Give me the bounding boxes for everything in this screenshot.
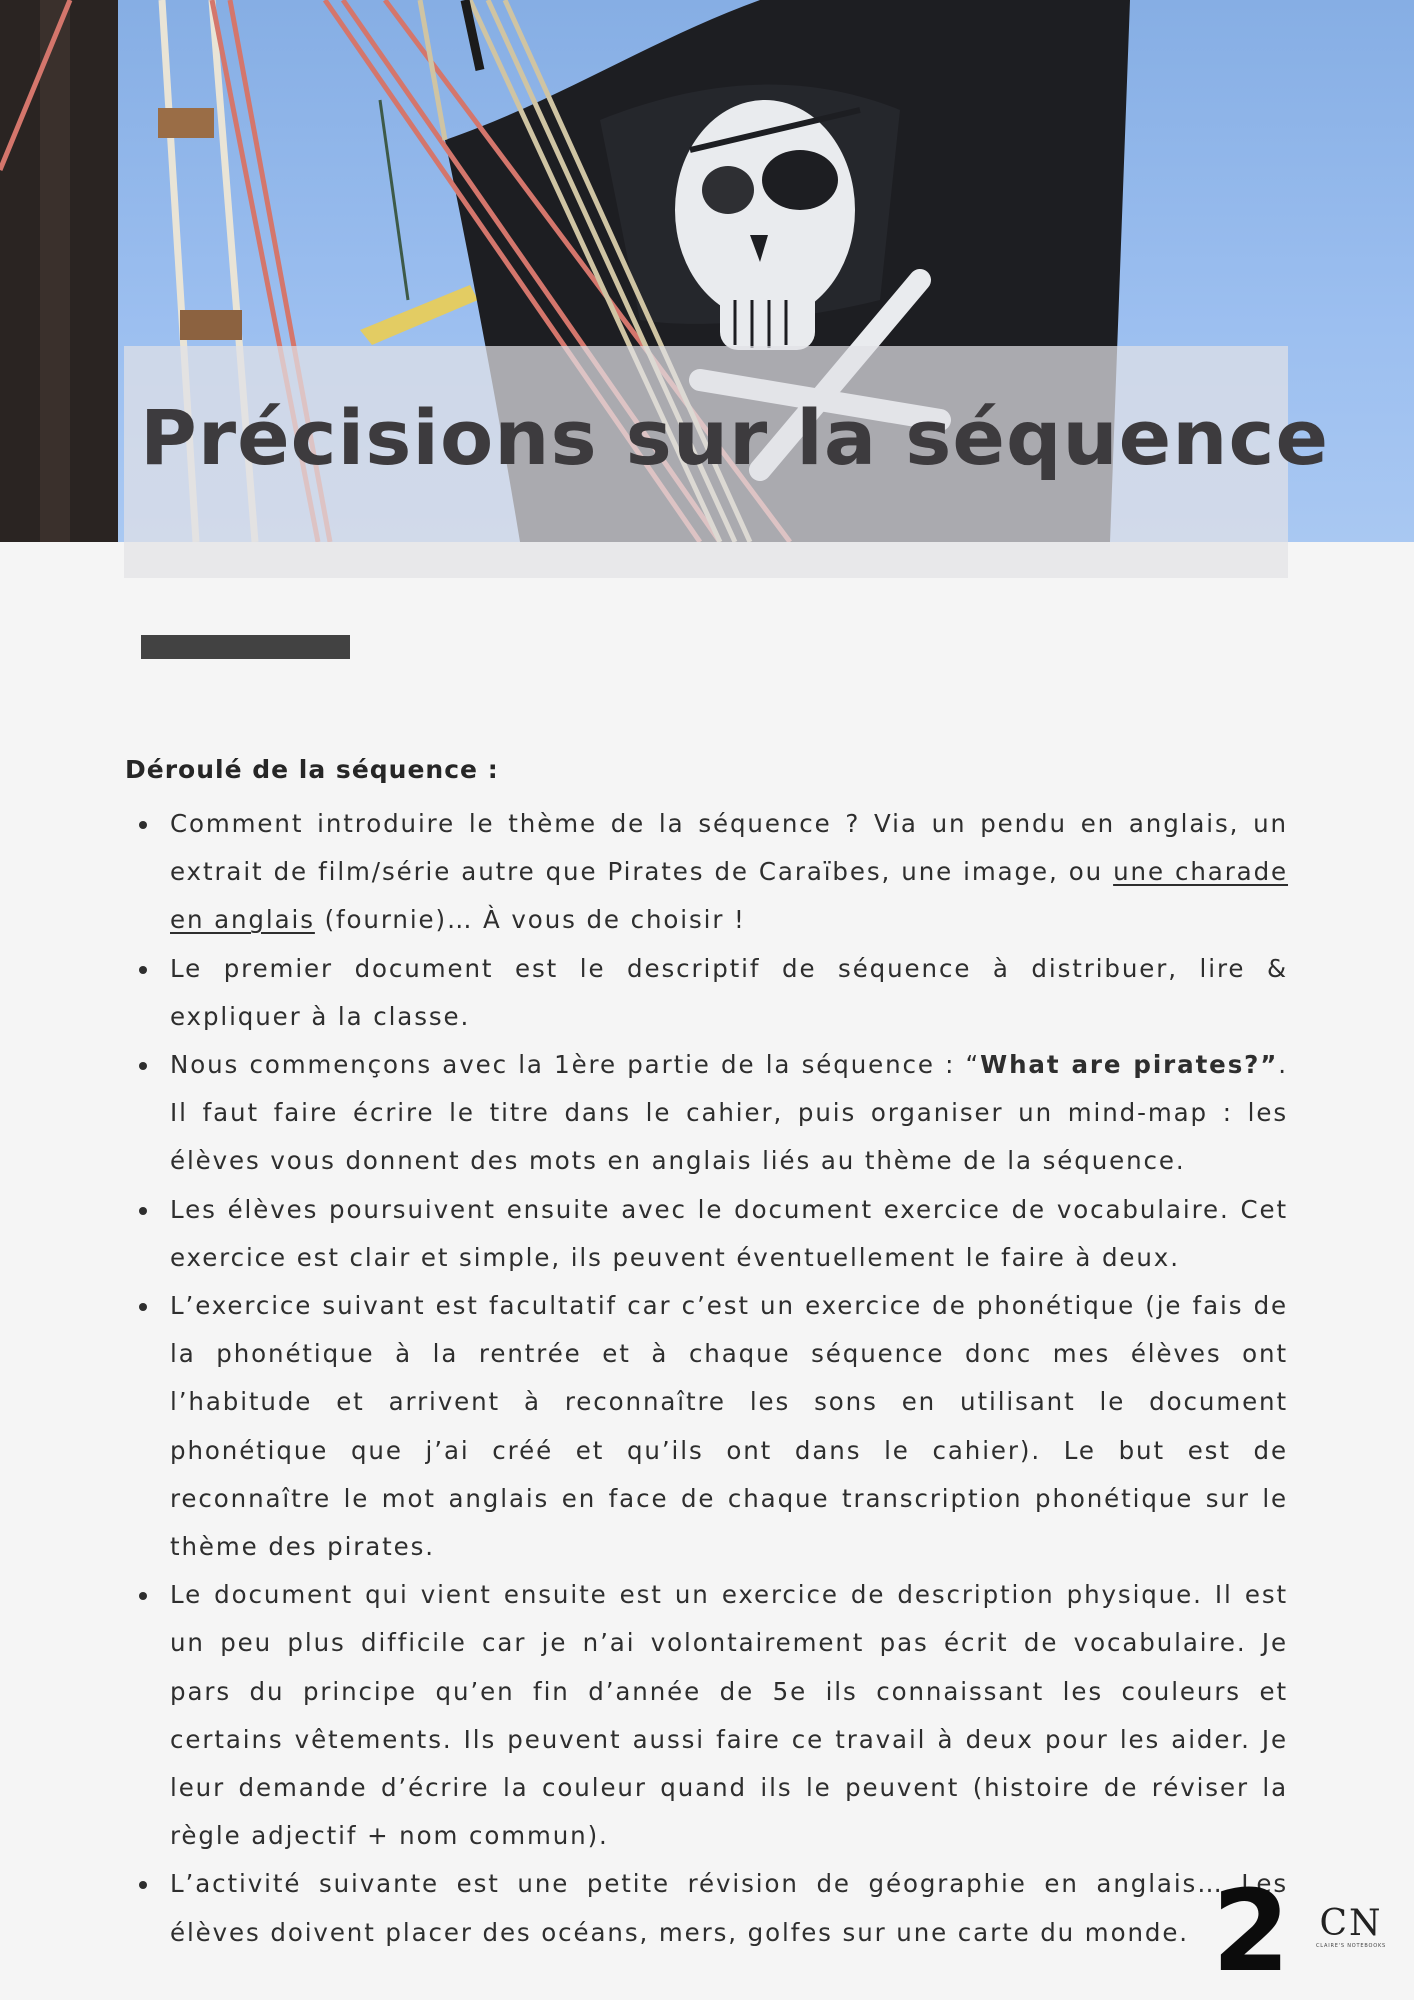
list-item: Le premier document est le descriptif de séquence à distribuer, lire & expliquer à la classe.	[170, 945, 1288, 1041]
section-heading: Déroulé de la séquence :	[125, 755, 499, 784]
list-item: Les élèves poursuivent ensuite avec le document exercice de vocabulaire. Cet exercice est clair et simple, ils peuvent éventuellement le faire à deux.	[170, 1186, 1288, 1282]
list-item-text: (fournie)… À vous de choisir !	[314, 905, 746, 935]
content-section	[125, 750, 1288, 1957]
page-title: Précisions sur la séquence	[140, 393, 1330, 482]
accent-bar	[141, 635, 350, 659]
brand-logo	[1306, 1904, 1396, 1964]
steps-list	[125, 800, 1288, 1957]
logo-monogram: CN	[1319, 1903, 1383, 1944]
list-item: L’exercice suivant est facultatif car c’est un exercice de phonétique (je fais de la phonétique à la rentrée et à chaque séquence donc mes élèves ont l’habitude et arrivent à reconnaître les sons en utilisant le document phonétique que j’ai créé et qu’ils ont dans le cahier). Le but est de reconnaître le mot anglais en face de chaque transcription phonétique sur le thème des pirates.	[170, 1282, 1288, 1571]
list-item: Le document qui vient ensuite est un exercice de description physique. Il est un peu plus difficile car je n’ai volontairement pas écrit de vocabulaire. Je pars du principe qu’en fin d’année de 5e ils connaissant les couleurs et certains vêtements. Ils peuvent aussi faire ce travail à deux pour les aider. Je leur demande d’écrire la couleur quand ils le peuvent (histoire de réviser la règle adjectif + nom commun).	[170, 1571, 1288, 1860]
list-item	[170, 1041, 1288, 1186]
charade-link[interactable]: une charade en anglais	[170, 857, 1289, 935]
list-item-text: Nous commençons avec la 1ère partie de la séquence : “	[170, 1050, 981, 1080]
page-number: 2	[1212, 1867, 1290, 1997]
list-item-bold: What are pirates?”	[980, 1050, 1279, 1080]
list-item	[170, 800, 1288, 945]
list-item-text: . Il faut faire écrire le titre dans le cahier, puis organiser un mind-map : les élèves vous donnent des mots en anglais liés au thème de la séquence.	[170, 1050, 1288, 1176]
list-item: L’activité suivante est une petite révision de géographie en anglais… Les élèves doivent placer des océans, mers, golfes sur une carte du monde.	[170, 1860, 1288, 1956]
logo-text: CLAIRE'S NOTEBOOKS	[1315, 1943, 1386, 1949]
list-item-text: Comment introduire le thème de la séquence ? Via un pendu en anglais, un extrait de film/série autre que Pirates de Caraïbes, une image, ou	[170, 809, 1288, 887]
title-band-lower	[124, 542, 1288, 578]
